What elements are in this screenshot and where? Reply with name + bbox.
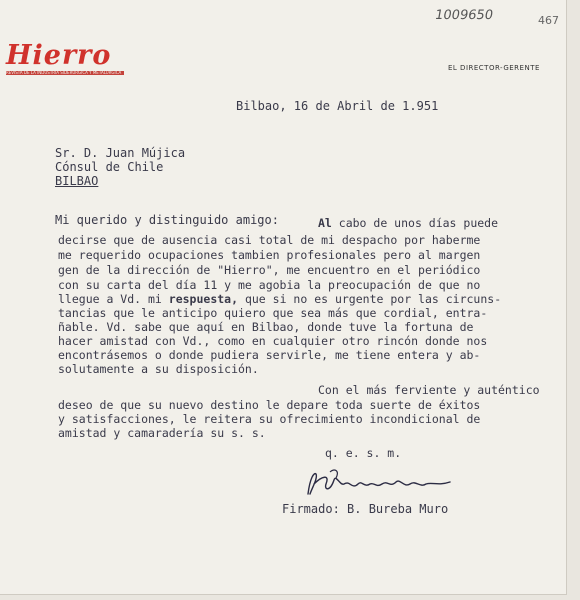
body-line-bold: respuesta, (168, 292, 239, 306)
closing-line: Con el más ferviente y auténtico (318, 383, 540, 397)
closing-line: y satisfacciones, le reitera su ofrecimiento incondicional de (58, 412, 481, 426)
recipient-name: Sr. D. Juan Mújica (55, 146, 186, 160)
body-line: tancias que le anticipo quiero que sea más que cordial, entra- (58, 306, 488, 320)
body-line-text: que si no es urgente por las circuns- (238, 292, 502, 306)
body-line-pre: llegue a Vd. mi (58, 292, 169, 306)
body-line: hacer amistad con Vd., como en cualquier otro rincón donde nos (58, 334, 488, 348)
body-line-pre: Al (318, 216, 332, 230)
greeting: Mi querido y distinguido amigo: (55, 213, 279, 227)
body-line-text: cabo de unos días puede (331, 216, 499, 230)
body-line (58, 292, 501, 306)
director-title: EL DIRECTOR-GERENTE (448, 64, 540, 72)
body-line (318, 216, 498, 230)
closing-line: amistad y camaradería su s. s. (58, 426, 266, 440)
body-line: me requerido ocupaciones tambien profesionales pero al margen (58, 248, 481, 262)
body-line: con su carta del día 11 y me agobia la preocupación de que no (58, 278, 481, 292)
letter-date: Bilbao, 16 de Abril de 1.951 (236, 99, 439, 113)
body-line: encontrásemos o donde pudiera servirle, me tiene entera y ab- (58, 348, 481, 362)
body-line: decirse que de ausencia casi total de mi despacho por haberme (58, 233, 481, 247)
signed-by: Firmado: B. Bureba Muro (282, 502, 449, 516)
archive-number: 1009650 (433, 8, 495, 23)
handwritten-signature (300, 466, 460, 500)
body-line: solutamente a su disposición. (58, 362, 259, 376)
closing-line: deseo de que su nuevo destino le depare toda suerte de éxitos (58, 398, 481, 412)
body-line: gen de la dirección de "Hierro", me encuentro en el periódico (58, 263, 481, 277)
recipient-city: BILBAO (55, 174, 99, 188)
body-line: ñable. Vd. sabe que aquí en Bilbao, donde tuve la fortuna de (58, 320, 474, 334)
folio-number: 467 (538, 14, 559, 27)
closing-salutation: q. e. s. m. (325, 446, 402, 460)
letterhead-subtitle-bar: REVISTA DE LA INDUSTRIA SIDERURGICA Y METALURGICA (6, 71, 124, 75)
recipient-title: Cónsul de Chile (55, 160, 164, 174)
letterhead-logo: Hierro (6, 40, 112, 71)
